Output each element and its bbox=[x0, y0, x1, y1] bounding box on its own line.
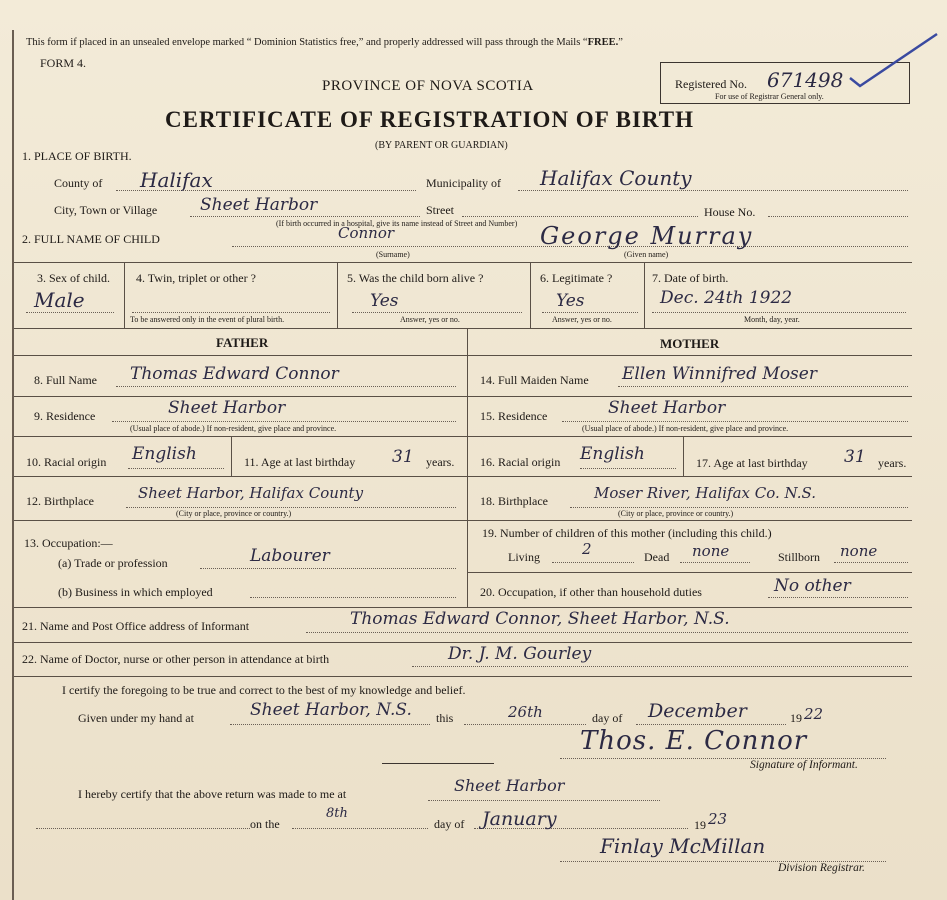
alive-value: Yes bbox=[370, 291, 399, 311]
rule bbox=[562, 421, 908, 422]
twin-note: To be answered only in the event of plural birth. bbox=[130, 315, 285, 324]
postal-note: This form if placed in an unsealed envelope marked “ Dominion Statistics free,” and properly addressed will pass through the Mails “FREE.” bbox=[26, 37, 623, 48]
mother-birth-label: 18. Birthplace bbox=[480, 494, 548, 508]
rule bbox=[636, 724, 786, 725]
father-name: Thomas Edward Connor bbox=[130, 364, 339, 384]
mother-age-unit: years. bbox=[878, 456, 907, 470]
place-heading: 1. PLACE OF BIRTH. bbox=[22, 149, 132, 163]
divider bbox=[644, 262, 645, 328]
doctor-value: Dr. J. M. Gourley bbox=[448, 644, 592, 664]
divider bbox=[683, 436, 684, 476]
divider bbox=[124, 262, 125, 328]
rule bbox=[128, 468, 224, 469]
occupation-label: 13. Occupation:— bbox=[24, 536, 113, 550]
stillborn-label: Stillborn bbox=[778, 550, 821, 564]
dead-label: Dead bbox=[644, 550, 670, 564]
rule bbox=[14, 607, 912, 608]
rule bbox=[14, 436, 912, 437]
rule bbox=[14, 396, 912, 397]
father-birth: Sheet Harbor, Halifax County bbox=[138, 484, 364, 502]
mother-birth: Moser River, Halifax Co. N.S. bbox=[594, 484, 816, 502]
registered-label: Registered No. bbox=[675, 77, 747, 91]
divider bbox=[337, 262, 338, 328]
rule bbox=[230, 724, 430, 725]
mother-heading: MOTHER bbox=[660, 336, 720, 351]
registrar-signature: Finlay McMillan bbox=[600, 834, 766, 858]
date-rule bbox=[652, 312, 906, 313]
rule-child-top bbox=[14, 262, 912, 263]
given-caption: (Given name) bbox=[624, 250, 669, 259]
divider bbox=[530, 262, 531, 328]
municipality-rule bbox=[518, 190, 908, 191]
alive-rule bbox=[352, 312, 522, 313]
legit-label: 6. Legitimate ? bbox=[540, 271, 613, 285]
given-year: 22 bbox=[804, 705, 824, 723]
this-label: this bbox=[436, 711, 454, 725]
registrar-year: 23 bbox=[708, 810, 728, 828]
mother-age-label: 17. Age at last birthday bbox=[696, 456, 808, 470]
father-age-label: 11. Age at last birthday bbox=[244, 455, 356, 469]
rule bbox=[306, 632, 908, 633]
rule bbox=[292, 828, 428, 829]
parents-divider bbox=[467, 328, 468, 607]
mother-res-note: (Usual place of abode.) If non-resident, give place and province. bbox=[582, 424, 789, 433]
legit-value: Yes bbox=[556, 291, 585, 311]
registrar-place: Sheet Harbor bbox=[454, 776, 565, 795]
check-mark bbox=[845, 30, 945, 90]
rule bbox=[14, 476, 912, 477]
father-res: Sheet Harbor bbox=[168, 398, 286, 418]
given-dayof-label: day of bbox=[592, 711, 623, 725]
given-place: Sheet Harbor, N.S. bbox=[250, 700, 412, 720]
sex-label: 3. Sex of child. bbox=[37, 271, 110, 285]
child-name-label: 2. FULL NAME OF CHILD bbox=[22, 232, 160, 246]
date-note: Month, day, year. bbox=[744, 315, 800, 324]
given-year-prefix: 19 bbox=[790, 711, 802, 725]
registrar-dayof-label: day of bbox=[434, 817, 465, 831]
certificate-title: CERTIFICATE OF REGISTRATION OF BIRTH bbox=[165, 107, 694, 132]
date-label: 7. Date of birth. bbox=[652, 271, 729, 285]
rule bbox=[112, 421, 456, 422]
certificate-subtitle: (BY PARENT OR GUARDIAN) bbox=[375, 140, 508, 151]
municipality-label: Municipality of bbox=[426, 176, 501, 190]
left-margin-rule bbox=[12, 30, 14, 900]
mother-occ-label: 20. Occupation, if other than household duties bbox=[480, 585, 702, 599]
county-value: Halifax bbox=[140, 168, 213, 192]
father-res-note: (Usual place of abode.) If non-resident, give place and province. bbox=[130, 424, 337, 433]
mother-res: Sheet Harbor bbox=[608, 398, 726, 418]
father-racial: English bbox=[132, 444, 197, 464]
business-label: (b) Business in which employed bbox=[58, 585, 213, 599]
house-label: House No. bbox=[704, 205, 756, 219]
mother-racial-label: 16. Racial origin bbox=[480, 455, 561, 469]
father-name-label: 8. Full Name bbox=[34, 373, 97, 387]
rule bbox=[250, 597, 456, 598]
rule bbox=[116, 386, 456, 387]
registrar-day: 8th bbox=[326, 806, 348, 821]
sex-value: Male bbox=[34, 288, 85, 312]
rule bbox=[834, 562, 908, 563]
mother-res-label: 15. Residence bbox=[480, 409, 548, 423]
street-label: Street bbox=[426, 203, 454, 217]
twin-label: 4. Twin, triplet or other ? bbox=[136, 271, 256, 285]
rule bbox=[14, 642, 912, 643]
rule-child-bottom bbox=[14, 328, 912, 329]
mother-birth-note: (City or place, province or country.) bbox=[618, 509, 734, 518]
informant-signature-label: Signature of Informant. bbox=[750, 759, 858, 771]
father-birth-note: (City or place, province or country.) bbox=[176, 509, 292, 518]
rule bbox=[768, 597, 908, 598]
rule bbox=[618, 386, 908, 387]
city-label: City, Town or Village bbox=[54, 203, 158, 217]
rule bbox=[467, 572, 912, 573]
rule bbox=[552, 562, 634, 563]
father-birth-label: 12. Birthplace bbox=[26, 494, 94, 508]
divider bbox=[231, 436, 232, 476]
given-label: Given under my hand at bbox=[78, 711, 194, 725]
sex-rule bbox=[26, 312, 114, 313]
father-age: 31 bbox=[392, 447, 414, 467]
rule bbox=[14, 676, 912, 677]
father-heading: FATHER bbox=[216, 335, 269, 350]
city-value: Sheet Harbor bbox=[200, 195, 318, 215]
legit-note: Answer, yes or no. bbox=[552, 315, 612, 324]
informant-value: Thomas Edward Connor, Sheet Harbor, N.S. bbox=[350, 609, 730, 629]
dead-value: none bbox=[692, 542, 730, 560]
rule bbox=[14, 355, 912, 356]
mother-racial: English bbox=[580, 444, 645, 464]
city-rule bbox=[190, 216, 420, 217]
municipality-value: Halifax County bbox=[540, 166, 692, 190]
father-age-unit: years. bbox=[426, 455, 455, 469]
on-label: on the bbox=[250, 817, 280, 831]
child-given-name: George Murray bbox=[540, 222, 754, 250]
doctor-label: 22. Name of Doctor, nurse or other person in attendance at birth bbox=[22, 652, 330, 666]
registrar-month: January bbox=[482, 808, 557, 830]
county-label: County of bbox=[54, 176, 103, 190]
house-rule bbox=[768, 216, 908, 217]
father-res-label: 9. Residence bbox=[34, 409, 96, 423]
rule bbox=[126, 507, 456, 508]
trade-label: (a) Trade or profession bbox=[58, 556, 168, 570]
rule bbox=[464, 724, 586, 725]
registrar-year-prefix: 19 bbox=[694, 818, 706, 832]
rule bbox=[14, 520, 912, 521]
child-surname: Connor bbox=[338, 224, 395, 242]
legit-rule bbox=[542, 312, 638, 313]
registrar-statement: I hereby certify that the above return was made to me at bbox=[78, 787, 347, 801]
children-label: 19. Number of children of this mother (including this child.) bbox=[482, 526, 772, 540]
rule bbox=[580, 468, 676, 469]
certify-statement: I certify the foregoing to be true and correct to the best of my knowledge and belief. bbox=[62, 683, 466, 697]
living-value: 2 bbox=[582, 540, 592, 558]
father-racial-label: 10. Racial origin bbox=[26, 455, 107, 469]
date-value: Dec. 24th 1922 bbox=[660, 288, 793, 308]
living-label: Living bbox=[508, 550, 540, 564]
trade-value: Labourer bbox=[250, 546, 330, 566]
rule bbox=[200, 568, 456, 569]
mother-name-label: 14. Full Maiden Name bbox=[480, 373, 589, 387]
rule bbox=[680, 562, 750, 563]
form-number: FORM 4. bbox=[40, 56, 87, 70]
given-day: 26th bbox=[508, 703, 543, 721]
alive-label: 5. Was the child born alive ? bbox=[347, 271, 484, 285]
surname-caption: (Surname) bbox=[376, 250, 410, 259]
mother-age: 31 bbox=[844, 447, 866, 467]
informant-label: 21. Name and Post Office address of Informant bbox=[22, 619, 250, 633]
stillborn-value: none bbox=[840, 542, 878, 560]
rule bbox=[36, 828, 250, 829]
separator-rule bbox=[382, 763, 494, 764]
twin-rule bbox=[132, 312, 330, 313]
alive-note: Answer, yes or no. bbox=[400, 315, 460, 324]
registered-note: For use of Registrar General only. bbox=[715, 92, 824, 101]
street-rule bbox=[462, 216, 698, 217]
rule bbox=[570, 507, 908, 508]
rule bbox=[428, 800, 660, 801]
informant-signature: Thos. E. Connor bbox=[580, 726, 808, 756]
given-month: December bbox=[648, 700, 747, 722]
hospital-note: (If birth occurred in a hospital, give its name instead of Street and Number) bbox=[276, 219, 518, 228]
mother-name: Ellen Winnifred Moser bbox=[622, 364, 817, 384]
rule bbox=[412, 666, 908, 667]
registrar-signature-label: Division Registrar. bbox=[778, 862, 865, 874]
registered-number: 671498 bbox=[767, 68, 844, 92]
province-heading: PROVINCE OF NOVA SCOTIA bbox=[322, 78, 534, 94]
mother-occ: No other bbox=[774, 576, 851, 596]
